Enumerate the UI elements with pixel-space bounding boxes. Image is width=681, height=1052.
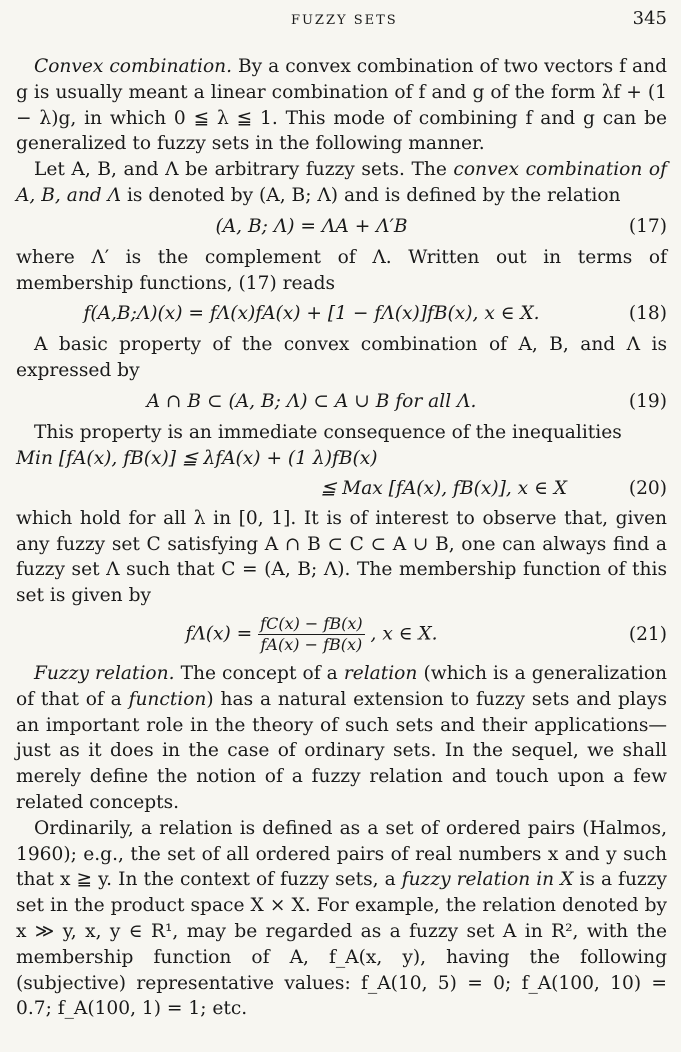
paragraph-text: By a convex combination of two vectors f and g is usually meant a linear combination of f and g of the form λf + (1 − λ)g, in which 0 ≦ λ ≦ 1. This mode of combining f and g can be generalized to fuzzy sets in the following manner. <box>16 56 667 155</box>
paragraph-text: The concept of a <box>174 662 344 684</box>
equation-19 <box>16 384 667 420</box>
equation-number: (20) <box>628 477 667 499</box>
paragraph-inequalities-intro: This property is an immediate consequence of the inequalities <box>34 421 622 443</box>
fraction <box>258 614 364 655</box>
paragraph-text: (which is a generalization of that of a <box>16 662 667 710</box>
equation-number: (17) <box>628 215 667 237</box>
running-head: FUZZY SETS <box>290 13 398 28</box>
fraction-numerator: fC(x) − fB(x) <box>260 614 363 634</box>
paragraph-ordinary-relation <box>16 816 667 1022</box>
equation-20-line1: Min [fA(x), fB(x)] ≦ λfA(x) + (1 λ)fB(x) <box>16 447 378 469</box>
equation-body: A ∩ B ⊂ (A, B; Λ) ⊂ A ∪ B for all Λ. <box>146 391 477 413</box>
paragraph-text: Let A, B, and Λ be arbitrary fuzzy sets. The <box>34 159 454 181</box>
equation-18 <box>16 296 667 332</box>
paragraph-text: is denoted by (A, B; Λ) and is defined by the relation <box>121 184 621 206</box>
paragraph-basic-property: A basic property of the convex combination of A, B, and Λ is expressed by <box>16 334 667 382</box>
paragraph-text: is a fuzzy set in the product space X × X. For example, the relation denoted by x ≫ y, x, y ∈ R¹, may be regarded as a fuzzy set A in R², with the membership function of A, f_A(x, y), having the following (subjective) representative values: f_A(10, 5) = 0; f_A(100, 10) = 0.7; f_A(100, 1) = 1; etc. <box>16 869 668 1020</box>
equation-number: (21) <box>628 624 667 646</box>
emphasis-text: fuzzy relation in X <box>401 869 574 891</box>
page-header <box>16 6 667 32</box>
emphasis-text: relation <box>343 662 418 684</box>
equation-body: (A, B; Λ) = ΛA + Λ′B <box>215 215 408 237</box>
paragraph-fuzzy-set-c: which hold for all λ in [0, 1]. It is of interest to observe that, given any fuzzy set C satisfying A ∩ B ⊂ C ⊂ A ∪ B, one can always find a fuzzy set Λ such that C = (A, B; Λ). The membership function of this set is given by <box>16 507 667 607</box>
equation-rhs: , x ∈ X. <box>370 623 438 645</box>
paragraph-convex-combination <box>16 54 667 157</box>
paragraph-fuzzy-relation <box>16 661 667 816</box>
equation-20-line2 <box>16 476 667 506</box>
paragraph-heading: Fuzzy relation. <box>34 662 175 684</box>
equation-body: f(A,B;Λ)(x) = fΛ(x)fA(x) + [1 − fΛ(x)]fB(x), x ∈ X. <box>83 303 540 325</box>
emphasis-text: convex combination of A, B, and Λ <box>16 159 667 206</box>
page-number: 345 <box>632 8 667 29</box>
equation-body <box>16 614 607 655</box>
paragraph-definition <box>16 157 667 209</box>
emphasis-text: function <box>128 688 207 710</box>
fraction-denominator: fA(x) − fB(x) <box>260 635 363 655</box>
paragraph-heading: Convex combination. <box>34 56 233 77</box>
paragraph-text: ) has a natural extension to fuzzy sets and plays an important role in the theory of such sets and their applications—just as it does in the case of ordinary sets. In the sequel, we shall merely define the notion of a fuzzy relation and touch upon a few related concepts. <box>16 688 667 813</box>
equation-21 <box>16 609 667 661</box>
equation-body: ≦ Max [fA(x), fB(x)], x ∈ X <box>320 477 567 499</box>
equation-number: (19) <box>628 391 667 413</box>
paragraph-text: Ordinarily, a relation is defined as a set of ordered pairs (Halmos, 1960); e.g., the set of all ordered pairs of real numbers x and y such that x ≧ y. In the context of fuzzy sets, a <box>16 817 667 891</box>
paragraph-complement: where Λ′ is the complement of Λ. Written out in terms of membership functions, (17) reads <box>16 246 667 294</box>
equation-lhs: fΛ(x) = <box>185 623 259 645</box>
equation-17 <box>16 209 667 245</box>
equation-number: (18) <box>628 303 667 325</box>
